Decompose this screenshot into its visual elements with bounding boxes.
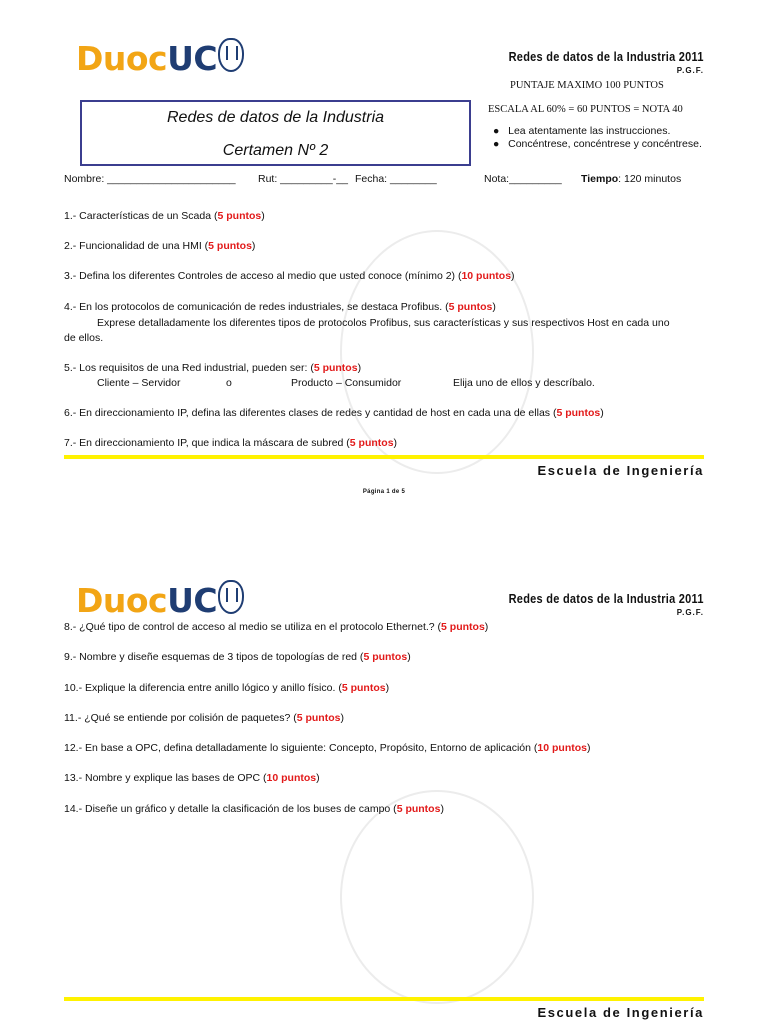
question-4-detail: Exprese detalladamente los diferentes tipos de protocolos Profibus, sus características y sus respectivos Host en cada uno (97, 317, 670, 329)
question-4: 4.- En los protocolos de comunicación de redes industriales, se destaca Profibus. (5 puntos) (64, 301, 496, 313)
question-1: 1.- Características de un Scada (5 puntos) (64, 210, 265, 222)
footer-school: Escuela de Ingeniería (537, 1005, 704, 1020)
question-11: 11.- ¿Qué se entiende por colisión de paquetes? (5 puntos) (64, 712, 344, 724)
question-9: 9.- Nombre y diseñe esquemas de 3 tipos de topologías de red (5 puntos) (64, 651, 411, 663)
grading-scale: ESCALA AL 60% = 60 PUNTOS = NOTA 40 (488, 104, 683, 115)
rut-field[interactable]: Rut: _________-__ (258, 173, 348, 185)
footer-school: Escuela de Ingeniería (537, 463, 704, 478)
max-score: PUNTAJE MAXIMO 100 PUNTOS (510, 80, 664, 91)
question-12: 12.- En base a OPC, defina detalladamente lo siguiente: Concepto, Propósito, Entorno de aplicación (10 puntos) (64, 742, 591, 754)
question-13: 13.- Nombre y explique las bases de OPC (10 puntos) (64, 772, 320, 784)
page-number: Página 1 de 5 (362, 489, 406, 495)
question-5-or: o (226, 377, 232, 389)
university-seal-icon (218, 38, 244, 72)
instruction-item: ● Lea atentamente las instrucciones. (493, 125, 671, 137)
grade-field[interactable]: Nota:_________ (484, 173, 562, 185)
duocuc-logo: DuocUC (76, 38, 244, 75)
university-seal-icon (218, 580, 244, 614)
question-7: 7.- En direccionamiento IP, que indica la máscara de subred (5 puntos) (64, 437, 398, 449)
question-3: 3.- Defina los diferentes Controles de acceso al medio que usted conoce (mínimo 2) (10 puntos) (64, 270, 515, 282)
question-5-instruction: Elija uno de ellos y descríbalo. (453, 377, 595, 389)
header-title: Redes de datos de la Industria 2011 (508, 50, 704, 64)
bullet: ● (493, 138, 500, 150)
header-title: Redes de datos de la Industria 2011 (508, 592, 704, 606)
bullet: ● (493, 125, 500, 137)
question-5-option-2: Producto – Consumidor (291, 377, 402, 389)
footer-rule (64, 997, 704, 1001)
course-title: Redes de datos de la Industria (166, 109, 385, 126)
instructions-list (493, 125, 702, 151)
question-6: 6.- En direccionamiento IP, defina las diferentes clases de redes y cantidad de host en cada una de ellas (5 puntos) (64, 407, 604, 419)
duocuc-logo: DuocUC (76, 580, 244, 617)
instruction-item: ● Concéntrese, concéntrese y concéntrese. (493, 138, 702, 150)
question-8: 8.- ¿Qué tipo de control de acceso al medio se utiliza en el protocolo Ethernet.? (5 puntos) (64, 621, 489, 633)
question-5: 5.- Los requisitos de una Red industrial, pueden ser: (5 puntos) (64, 362, 362, 374)
title-box (80, 100, 471, 166)
question-5-option-1: Cliente – Servidor (97, 377, 181, 389)
watermark-seal (340, 790, 534, 1004)
header-subtitle: P.G.F. (676, 608, 704, 617)
footer-rule (64, 455, 704, 459)
question-2: 2.- Funcionalidad de una HMI (5 puntos) (64, 240, 256, 252)
header-subtitle: P.G.F. (676, 66, 704, 75)
question-10: 10.- Explique la diferencia entre anillo lógico y anillo físico. (5 puntos) (64, 682, 390, 694)
name-field[interactable]: Nombre: ______________________ (64, 173, 236, 185)
exam-title: Certamen Nº 2 (222, 142, 329, 159)
question-14: 14.- Diseñe un gráfico y detalle la clasificación de los buses de campo (5 puntos) (64, 803, 444, 815)
time-field: Tiempo: 120 minutos (581, 173, 682, 185)
date-field[interactable]: Fecha: ________ (355, 173, 437, 185)
question-4-detail-cont: de ellos. (64, 332, 104, 344)
